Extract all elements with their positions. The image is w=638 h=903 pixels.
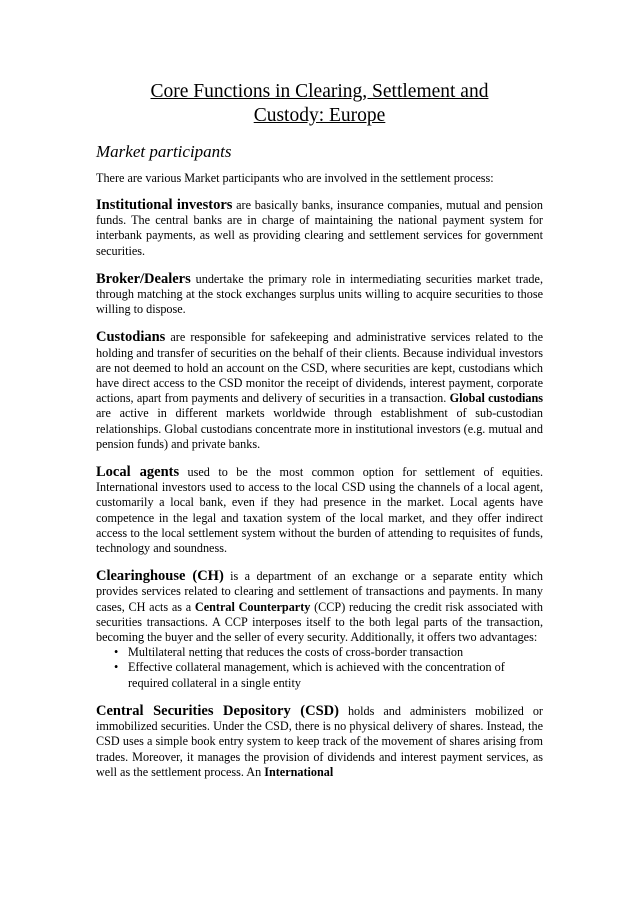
bold-central-counterparty: Central Counterparty	[194, 599, 311, 614]
term-local-agents: Local agents	[96, 464, 180, 481]
term-custodians: Custodians	[96, 329, 166, 346]
term-clearinghouse: Clearinghouse (CH)	[96, 568, 224, 585]
title-line-2: Custody: Europe	[253, 105, 386, 126]
term-institutional-investors: Institutional investors	[96, 197, 233, 213]
text-csd-a: holds and administers mobilized or immobilized securities. Under the CSD, there is no physical delivery of shares. Instead, the CSD uses a simple book entry system to keep track of the movement of shares arising from trades. Moreover, it manages the provision of dividends and interest payment services, as well as the settlement process. An	[96, 703, 543, 779]
text-institutional-investors: are basically banks, insurance companies, mutual and pension funds. The central banks are in charge of maintaining the national payment system for interbank payments, as well as providing clearing and settlement services for government securities.	[96, 198, 543, 258]
paragraph-csd	[96, 704, 543, 780]
paragraph-clearinghouse	[96, 569, 543, 645]
title-line-1: Core Functions in Clearing, Settlement and	[150, 81, 489, 102]
list-item: • Multilateral netting that reduces the costs of cross-border transaction	[116, 645, 543, 660]
text-broker-dealers: undertake the primary role in intermediating securities market trade, through matching at the stock exchanges surplus units willing to acquire securities to those willing to dispose.	[96, 271, 543, 317]
paragraph-local-agents	[96, 465, 543, 556]
paragraph-institutional-investors	[96, 198, 543, 259]
text-custodians-c: are active in different markets worldwide through establishment of sub-custodian relationships. Global custodians concentrate more in institutional investors (e.g. mutual and pension funds) and private banks.	[96, 406, 543, 451]
text-clearinghouse-a: is a department of an exchange or a separate entity which provides services related to clearing and settlement of transactions and payments. In many cases, CH acts as a	[96, 569, 543, 614]
bold-global-custodians: Global custodians	[449, 391, 543, 406]
term-csd: Central Securities Depository (CSD)	[96, 702, 339, 719]
text-local-agents: used to be the most common option for settlement of equities. International investors used to access to the local CSD using the channels of a local agent, customarily a local bank, even if they had presence in the market. Local agents have competence in the legal and taxation system of the local market, and they offer indirect access to the local settlement system without the burden of attending to requisites of funds, technology and soundness.	[96, 465, 543, 556]
text-clearinghouse-c: (CCP) reducing the credit risk associated with securities transactions. A CCP interposes itself to the both legal parts of the transaction, becoming the buyer and the seller of every security. Additionally, it offers two advantages:	[96, 599, 543, 645]
intro-text: There are various Market participants who are involved in the settlement process:	[96, 171, 494, 185]
paragraph-broker-dealers	[96, 272, 543, 318]
list-item: • Effective collateral management, which is achieved with the concentration of required collateral in a single entity	[116, 660, 543, 690]
paragraph-custodians	[96, 330, 543, 452]
section-heading: Market participants	[96, 142, 232, 161]
advantages-list	[96, 645, 543, 691]
document-page	[96, 80, 543, 793]
term-broker-dealers: Broker/Dealers	[96, 270, 191, 287]
page-title	[96, 80, 543, 128]
text-custodians-a: are responsible for safekeeping and administrative services related to the holding and transfer of securities on the behalf of their clients. Because individual investors are not deemed to hold an account on the CSD, where securities are kept, custodians which have direct access to the CSD monitor the receipt of dividends, interest payment, corporate actions, apart from payments and delivery of securities in a transaction.	[96, 330, 543, 406]
bold-international: International	[264, 764, 334, 779]
